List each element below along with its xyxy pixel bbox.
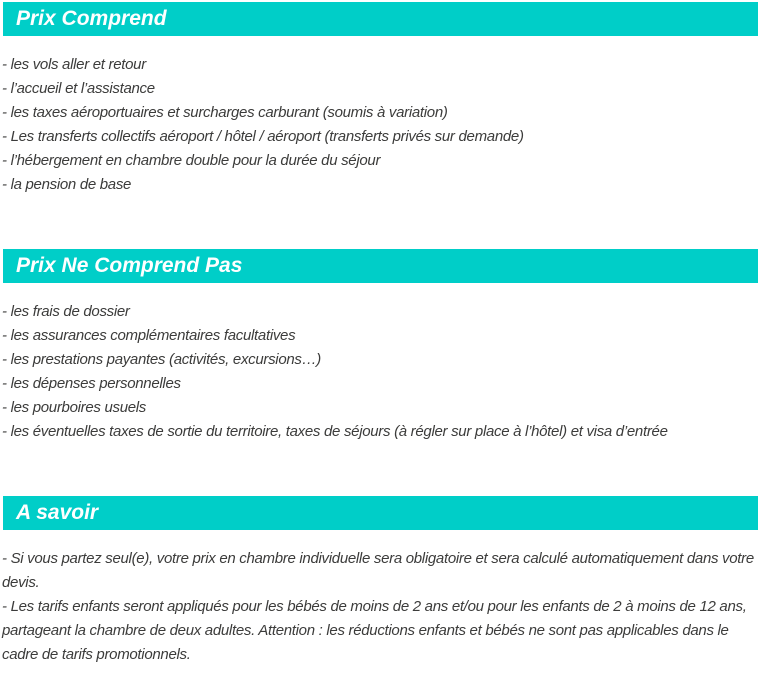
section-title: Prix Ne Comprend Pas bbox=[16, 254, 243, 277]
text-line: - Les transferts collectifs aéroport / hôtel / aéroport (transferts privés sur demande) bbox=[2, 128, 524, 145]
section-body bbox=[0, 547, 758, 667]
section-header-bar bbox=[3, 249, 758, 283]
section-body bbox=[0, 53, 758, 197]
text-line: - Les tarifs enfants seront appliqués pour les bébés de moins de 2 ans et/ou pour les enfants de 2 à moins de 12 ans, partageant la chambre de deux adultes. Attention : les réductions enfants et bébés ne sont pas applicables dans le cadre de tarifs promotionnels. bbox=[2, 598, 747, 663]
section-title: Prix Comprend bbox=[16, 7, 167, 30]
text-line: - les frais de dossier bbox=[2, 303, 130, 320]
text-line: - les assurances complémentaires facultatives bbox=[2, 327, 296, 344]
section-prix-ne-comprend-pas bbox=[0, 249, 758, 444]
section-title: A savoir bbox=[16, 501, 99, 524]
section-body bbox=[0, 300, 758, 444]
text-line: - les taxes aéroportuaires et surcharges carburant (soumis à variation) bbox=[2, 104, 448, 121]
text-line: - l’accueil et l’assistance bbox=[2, 80, 155, 97]
section-header-bar bbox=[3, 2, 758, 36]
text-line: - la pension de base bbox=[2, 176, 132, 193]
text-line: - les prestations payantes (activités, excursions…) bbox=[2, 351, 321, 368]
text-line: - les vols aller et retour bbox=[2, 56, 146, 73]
section-header-bar bbox=[3, 496, 758, 530]
text-line: - les dépenses personnelles bbox=[2, 375, 181, 392]
section-a-savoir bbox=[0, 496, 758, 667]
text-line: - les éventuelles taxes de sortie du territoire, taxes de séjours (à régler sur place à l’hôtel) et visa d’entrée bbox=[2, 423, 668, 440]
text-line: - les pourboires usuels bbox=[2, 399, 147, 416]
text-line: - l’hébergement en chambre double pour la durée du séjour bbox=[2, 152, 381, 169]
section-prix-comprend bbox=[0, 2, 758, 197]
text-line: - Si vous partez seul(e), votre prix en chambre individuelle sera obligatoire et sera calculé automatiquement dans votre devis. bbox=[2, 550, 754, 591]
